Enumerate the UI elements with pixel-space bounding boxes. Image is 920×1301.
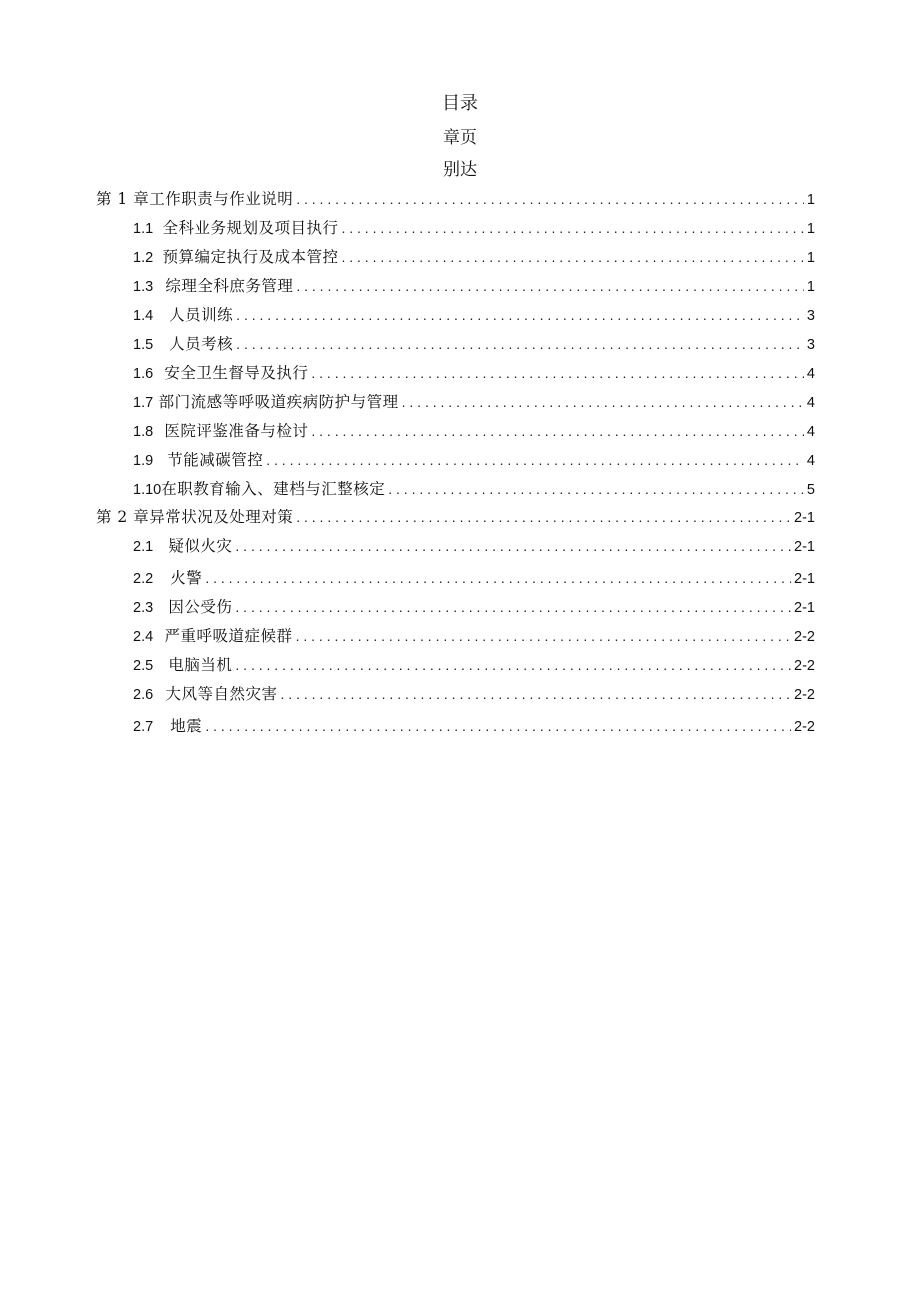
section-title: 严重呼吸道症候群 bbox=[164, 627, 293, 645]
dot-leader bbox=[296, 626, 791, 646]
section-title: 部门流感等呼吸道疾病防护与管理 bbox=[158, 393, 399, 411]
section-number: 1.6 bbox=[133, 366, 154, 382]
toc-section-1-7[interactable] bbox=[96, 392, 815, 412]
dot-leader bbox=[341, 218, 803, 238]
dot-leader bbox=[311, 363, 804, 383]
page-number: 4 bbox=[806, 366, 815, 382]
toc-section-2-4[interactable] bbox=[96, 626, 815, 646]
section-title: 电脑当机 bbox=[168, 656, 233, 674]
toc-section-1-6[interactable] bbox=[96, 363, 815, 383]
section-title: 节能减碳管控 bbox=[167, 451, 264, 469]
section-number: 1.2 bbox=[133, 250, 154, 266]
dot-leader bbox=[311, 421, 804, 441]
dot-leader bbox=[236, 305, 804, 325]
toc-header-line-2: 别达 bbox=[443, 160, 477, 180]
section-number: 1.5 bbox=[133, 337, 154, 353]
page-number: 4 bbox=[806, 453, 815, 469]
section-title: 因公受伤 bbox=[168, 598, 233, 616]
section-number: 1.1 bbox=[133, 221, 154, 237]
toc-section-2-5[interactable] bbox=[96, 655, 815, 675]
toc-section-1-9[interactable] bbox=[96, 450, 815, 470]
page-number: 5 bbox=[806, 482, 815, 498]
page-number: 2-2 bbox=[794, 719, 815, 735]
dot-leader bbox=[281, 684, 792, 704]
section-title: 安全卫生督导及执行 bbox=[164, 364, 309, 382]
section-title: 火警 bbox=[170, 569, 203, 587]
toc-section-2-3[interactable] bbox=[96, 597, 815, 617]
toc-section-1-1[interactable] bbox=[96, 218, 815, 238]
chapter-label: 第 1 章工作职责与作业说明 bbox=[96, 190, 294, 208]
toc-section-1-3[interactable] bbox=[96, 276, 815, 296]
toc-chapter-2[interactable] bbox=[96, 507, 815, 527]
chapter-label: 第 2 章异常状况及处理对策 bbox=[96, 508, 294, 526]
section-title: 医院评鉴准备与检讨 bbox=[164, 422, 309, 440]
section-number: 1.7 bbox=[133, 395, 154, 411]
dot-leader bbox=[266, 450, 804, 470]
toc-section-2-2[interactable] bbox=[96, 568, 815, 588]
toc-section-2-1[interactable] bbox=[96, 536, 815, 556]
section-number: 1.8 bbox=[133, 424, 154, 440]
page-number: 2-1 bbox=[794, 510, 815, 526]
dot-leader bbox=[235, 655, 791, 675]
page-number: 2-2 bbox=[794, 658, 815, 674]
page-number: 1 bbox=[806, 250, 815, 266]
toc-section-1-2[interactable] bbox=[96, 247, 815, 267]
toc-section-1-4[interactable] bbox=[96, 305, 815, 325]
section-title: 人员训练 bbox=[169, 306, 234, 324]
toc-section-1-8[interactable] bbox=[96, 421, 815, 441]
section-title: 全科业务规划及项目执行 bbox=[162, 219, 339, 237]
section-number: 2.6 bbox=[133, 687, 154, 703]
section-title: 大风等自然灾害 bbox=[165, 685, 278, 703]
section-number: 2.1 bbox=[133, 539, 154, 555]
page-number: 4 bbox=[806, 395, 815, 411]
section-number: 1.10 bbox=[133, 482, 162, 498]
dot-leader bbox=[388, 479, 804, 499]
dot-leader bbox=[235, 536, 791, 556]
section-number: 2.5 bbox=[133, 658, 154, 674]
dot-leader bbox=[402, 392, 804, 412]
section-number: 2.3 bbox=[133, 600, 154, 616]
dot-leader bbox=[236, 334, 804, 354]
dot-leader bbox=[235, 597, 791, 617]
section-title: 地震 bbox=[170, 717, 203, 735]
section-number: 1.4 bbox=[133, 308, 154, 324]
page-number: 3 bbox=[806, 308, 815, 324]
section-number: 2.7 bbox=[133, 719, 154, 735]
page-number: 2-2 bbox=[794, 629, 815, 645]
section-number: 2.4 bbox=[133, 629, 154, 645]
dot-leader bbox=[296, 276, 804, 296]
toc-section-2-6[interactable] bbox=[96, 684, 815, 704]
section-number: 2.2 bbox=[133, 571, 154, 587]
section-title: 在职教育输入、建档与汇整核定 bbox=[161, 480, 386, 498]
dot-leader bbox=[296, 189, 804, 209]
toc-section-1-5[interactable] bbox=[96, 334, 815, 354]
page-number: 2-1 bbox=[794, 600, 815, 616]
page-number: 1 bbox=[806, 192, 815, 208]
dot-leader bbox=[205, 568, 791, 588]
section-number: 1.9 bbox=[133, 453, 154, 469]
page-number: 2-1 bbox=[794, 571, 815, 587]
section-title: 疑似火灾 bbox=[168, 537, 233, 555]
section-number: 1.3 bbox=[133, 279, 154, 295]
dot-leader bbox=[205, 716, 791, 736]
section-title: 综理全科庶务管理 bbox=[165, 277, 294, 295]
page-number: 3 bbox=[806, 337, 815, 353]
page-number: 4 bbox=[806, 424, 815, 440]
toc-section-1-10[interactable] bbox=[96, 479, 815, 499]
page-number: 2-2 bbox=[794, 687, 815, 703]
dot-leader bbox=[341, 247, 803, 267]
toc-title: 目录 bbox=[442, 93, 478, 114]
section-title: 人员考核 bbox=[169, 335, 234, 353]
toc-section-2-7[interactable] bbox=[96, 716, 815, 736]
toc-chapter-1[interactable] bbox=[96, 189, 815, 209]
page-number: 2-1 bbox=[794, 539, 815, 555]
section-title: 预算编定执行及成本管控 bbox=[162, 248, 339, 266]
toc-header-line-1: 章页 bbox=[443, 128, 477, 148]
page-number: 1 bbox=[806, 279, 815, 295]
page-number: 1 bbox=[806, 221, 815, 237]
dot-leader bbox=[296, 507, 791, 527]
